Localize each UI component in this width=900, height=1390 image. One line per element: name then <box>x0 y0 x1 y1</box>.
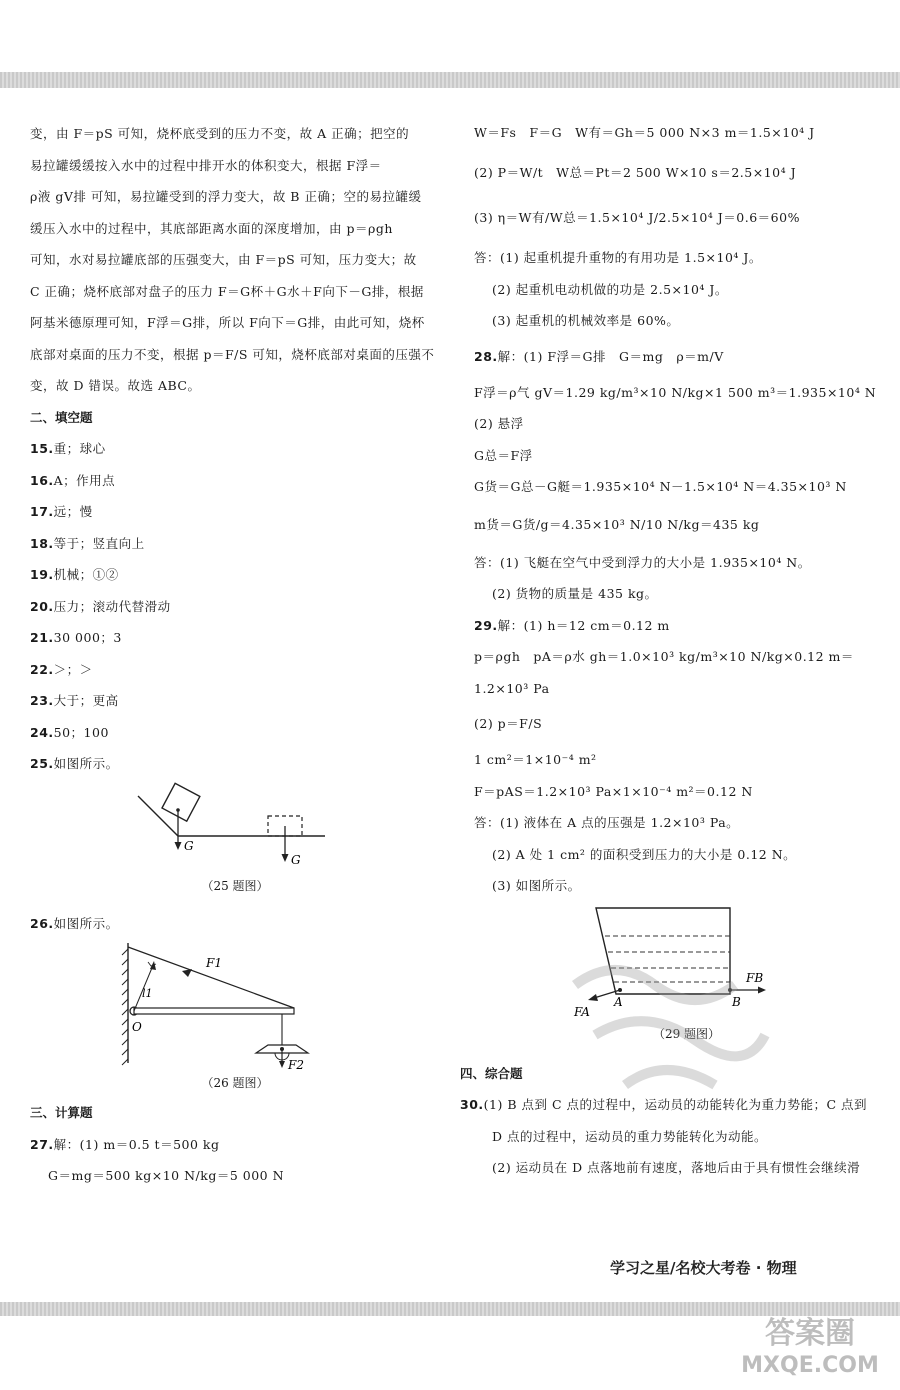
calc-line: 1 cm²＝1×10⁻⁴ m² <box>474 752 597 767</box>
answer-text: 重；球心 <box>53 441 106 456</box>
calc-line: (3) η＝W有/W总＝1.5×10⁴ J/2.5×10⁴ J＝0.6＝60% <box>474 210 800 225</box>
answer-number: 30. <box>460 1097 484 1112</box>
answer-25 <box>30 748 440 780</box>
section-heading: 四、综合题 <box>460 1065 523 1081</box>
answer-line: (2) 起重机电动机做的功是 2.5×10⁴ J。 <box>492 281 728 297</box>
background-stamp <box>555 945 785 1105</box>
answer-line: 答：(1) 飞艇在空气中受到浮力的大小是 1.935×10⁴ N。 <box>474 554 811 570</box>
calc-line: F浮＝ρ气 gV＝1.29 kg/m³×10 N/kg×1 500 m³＝1.935×10⁴ N <box>474 384 877 400</box>
watermark-line-1: 答案圈 <box>765 1316 855 1351</box>
arrow-head-2 <box>282 854 289 862</box>
answer-text: 等于；竖直向上 <box>53 535 145 551</box>
wall-hatching <box>122 949 128 1065</box>
fb-label: FB <box>746 970 764 985</box>
answer-text: (1) B 点到 C 点的过程中，运动员的动能转化为重力势能；C 点到 <box>483 1097 868 1112</box>
answer-23 <box>30 685 440 717</box>
answer-27 <box>30 1129 440 1161</box>
b-label: B <box>732 994 741 1009</box>
answer-text: 30 000；3 <box>53 630 122 645</box>
para-line: 变，故 D 错误。故选 ABC。 <box>30 378 201 393</box>
section-heading: 二、填空题 <box>30 409 93 425</box>
answer-20 <box>30 591 440 623</box>
calc-line: (2) P＝W/t W总＝Pt＝2 500 W×10 s＝2.5×10⁴ J <box>474 165 797 180</box>
answer-text: 如图所示。 <box>53 915 119 931</box>
answer-29 <box>474 610 874 642</box>
answer-22 <box>30 654 440 686</box>
answer-number: 22. <box>30 661 54 677</box>
calc-line: D 点的过程中，运动员的重力势能转化为动能。 <box>492 1128 767 1144</box>
calc-line: G＝mg＝500 kg×10 N/kg＝5 000 N <box>48 1168 285 1183</box>
answer-text: 机械；①② <box>53 567 119 582</box>
answer-text: 50；100 <box>53 724 109 740</box>
l1-label: l1 <box>142 987 153 1000</box>
answer-28 <box>474 337 874 377</box>
answer-line: 答：(1) 液体在 A 点的压强是 1.2×10³ Pa。 <box>474 815 740 830</box>
answer-text: A；作用点 <box>53 472 116 488</box>
answer-line: (2) A 处 1 cm² 的面积受到压力的大小是 0.12 N。 <box>492 846 797 862</box>
figure-26 <box>30 939 440 1097</box>
answer-number: 23. <box>30 693 54 708</box>
answer-text: 大于；更高 <box>53 693 119 708</box>
answer-text: 远；慢 <box>53 504 93 519</box>
answer-number: 25. <box>30 756 54 771</box>
answer-15 <box>30 433 440 465</box>
para-line: ρ液 gV排 可知，易拉罐受到的浮力变大，故 B 正确；空的易拉罐缓 <box>30 189 422 204</box>
figure-26-caption: （26 题图） <box>201 1076 269 1090</box>
lever-rod <box>134 1008 294 1014</box>
g-label-2: G <box>291 852 301 867</box>
arrow-head <box>175 842 182 850</box>
answer-number: 26. <box>30 915 54 931</box>
figure-29-caption: （29 题图） <box>652 1026 721 1041</box>
para-line: 可知，水对易拉罐底部的压强变大，由 F＝pS 可知，压力变大；故 <box>30 252 417 267</box>
footer-brand: 学习之星/名校大考卷 · 物理 <box>610 1259 797 1277</box>
answer-21 <box>30 622 440 654</box>
calc-line: (2) p＝F/S <box>474 716 543 731</box>
watermark-logo <box>725 1318 895 1382</box>
figure-25-caption: （25 题图） <box>201 878 269 893</box>
calc-line: G货＝G总－G艇＝1.935×10⁴ N－1.5×10⁴ N＝4.35×10³ N <box>474 479 847 494</box>
answer-number: 29. <box>474 617 498 633</box>
answer-line: (2) 货物的质量是 435 kg。 <box>492 586 658 601</box>
para-line: 易拉罐缓缓按入水中的过程中排开水的体积变大，根据 F浮＝ <box>30 157 382 173</box>
figure-25 <box>30 780 440 908</box>
figure-25-diagram <box>30 780 440 880</box>
para-line: 缓压入水中的过程中，其底部距离水面的深度增加，由 p＝ρgh <box>30 220 393 236</box>
f2-label: F2 <box>288 1058 304 1072</box>
f1-label: F1 <box>206 956 222 970</box>
answer-number: 18. <box>30 535 54 551</box>
block-on-incline <box>162 783 200 821</box>
calc-line: 1.2×10³ Pa <box>474 680 550 696</box>
para-line: 底部对桌面的压力不变，根据 p＝F/S 可知，烧杯底部对桌面的压强不 <box>30 346 435 362</box>
calc-line: (2) 运动员在 D 点落地前有速度，落地后由于具有惯性会继续滑 <box>492 1160 861 1175</box>
calc-line: G总＝F浮 <box>474 447 533 463</box>
answer-16 <box>30 465 440 497</box>
answer-number: 24. <box>30 724 54 740</box>
top-border-band <box>0 72 900 88</box>
answer-number: 19. <box>30 567 54 582</box>
answer-19 <box>30 559 440 591</box>
answer-17 <box>30 496 440 528</box>
answer-26 <box>30 908 440 940</box>
answer-number: 21. <box>30 630 54 645</box>
f2-head <box>279 1061 285 1068</box>
watermark-line-2: MXQE.COM <box>741 1353 879 1378</box>
answer-number: 15. <box>30 441 54 456</box>
para-line: C 正确；烧杯底部对盘子的压力 F＝G杯＋G水＋F向下－G排，根据 <box>30 283 424 299</box>
answer-line: 答：(1) 起重机提升重物的有用功是 1.5×10⁴ J。 <box>474 250 762 265</box>
para-line: 变，由 F＝pS 可知，烧杯底受到的压力不变，故 A 正确；把空的 <box>30 126 410 141</box>
a-label: A <box>614 994 623 1009</box>
calc-line: p＝ρgh pA＝ρ水 gh＝1.0×10³ kg/m³×10 N/kg×0.12 m＝ <box>474 649 854 664</box>
answer-text: 压力；滚动代替滑动 <box>53 598 171 614</box>
answer-text: ＞；＞ <box>53 661 93 677</box>
figure-26-diagram <box>30 939 440 1075</box>
g-label-1: G <box>184 838 194 853</box>
section-heading: 三、计算题 <box>30 1105 93 1120</box>
calc-line: m货＝G货/g＝4.35×10³ N/10 N/kg＝435 kg <box>474 516 760 532</box>
answer-number: 28. <box>474 348 498 364</box>
answer-number: 16. <box>30 472 54 488</box>
answer-number: 20. <box>30 598 54 614</box>
calc-line: (2) 悬浮 <box>474 416 524 431</box>
answer-24 <box>30 717 440 749</box>
para-line: 阿基米德原理可知，F浮＝G排，所以 F向下＝G排，由此可知，烧杯 <box>30 315 425 330</box>
answer-text: 解：(1) m＝0.5 t＝500 kg <box>53 1136 220 1152</box>
answer-number: 27. <box>30 1136 54 1152</box>
left-column <box>30 118 440 1192</box>
answer-18 <box>30 528 440 560</box>
calc-line: F＝pAS＝1.2×10³ Pa×1×10⁻⁴ m²＝0.12 N <box>474 783 753 799</box>
calc-line: W＝Fs F＝G W有＝Gh＝5 000 N×3 m＝1.5×10⁴ J <box>474 125 815 140</box>
f1-arrow <box>182 969 192 977</box>
answer-number: 17. <box>30 504 54 519</box>
o-label: O <box>132 1020 142 1034</box>
answer-line: (3) 如图所示。 <box>492 878 581 893</box>
fa-label: FA <box>574 1004 590 1019</box>
answer-text: 如图所示。 <box>53 756 119 771</box>
bottom-border-band <box>0 1302 900 1316</box>
answer-line: (3) 起重机的机械效率是 60%。 <box>492 313 680 328</box>
answer-text: 解：(1) F浮＝G排 G＝mg ρ＝m/V <box>497 348 724 364</box>
answer-text: 解：(1) h＝12 cm＝0.12 m <box>497 617 670 633</box>
